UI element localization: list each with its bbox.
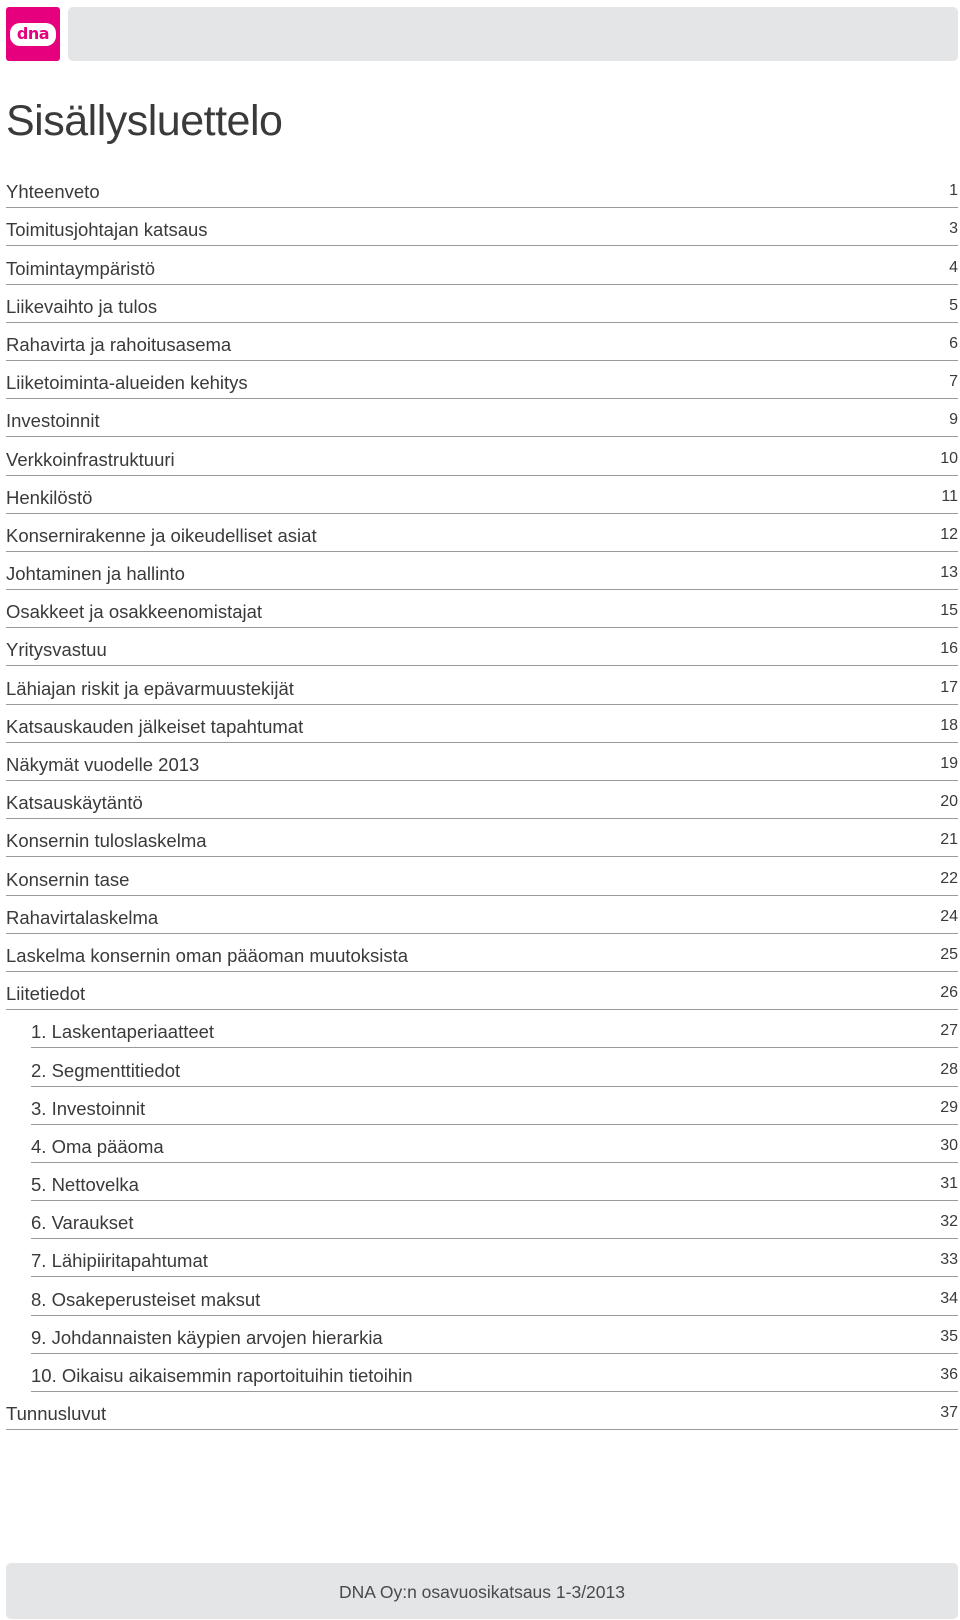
toc-entry-label: Konsernin tase	[6, 868, 130, 890]
logo-text: dna	[16, 24, 50, 43]
toc-entry-label: Toimintaympäristö	[6, 257, 156, 279]
toc-entry-label: Investoinnit	[6, 410, 100, 432]
footer-bar	[6, 1563, 958, 1619]
header-bar	[68, 7, 958, 61]
toc-entry[interactable]	[6, 514, 958, 552]
dna-logo	[6, 7, 60, 61]
toc-entry[interactable]	[6, 628, 958, 666]
toc-entry-page-number: 7	[949, 373, 958, 391]
toc-subentry[interactable]	[31, 1239, 958, 1277]
toc-entry-label: Konsernirakenne ja oikeudelliset asiat	[6, 524, 317, 546]
toc-entry-page-number: 33	[940, 1251, 958, 1269]
toc-entry[interactable]	[6, 1392, 958, 1430]
toc-entry[interactable]	[6, 934, 958, 972]
toc-entry-page-number: 27	[940, 1022, 958, 1040]
toc-entry-label: Näkymät vuodelle 2013	[6, 754, 200, 775]
toc-entry-page-number: 24	[940, 907, 958, 925]
toc-entry[interactable]	[6, 399, 958, 437]
toc-entry-page-number: 32	[940, 1213, 958, 1231]
toc-entry-label: 7. Lähipiiritapahtumat	[31, 1250, 208, 1272]
toc-entry[interactable]	[6, 705, 958, 743]
toc-entry-label: Tunnusluvut	[6, 1403, 107, 1425]
toc-entry-label: Henkilöstö	[6, 486, 93, 508]
toc-entry[interactable]	[6, 437, 958, 475]
toc-entry-label: 10. Oikaisu aikaisemmin raportoituihin tietoihin	[31, 1365, 413, 1386]
toc-subentry[interactable]	[31, 1201, 958, 1239]
toc-entry[interactable]	[6, 590, 958, 628]
toc-entry-page-number: 9	[949, 411, 958, 429]
toc-entry-page-number: 19	[940, 755, 958, 772]
toc-subentry[interactable]	[31, 1163, 958, 1201]
toc-entry-page-number: 20	[940, 793, 958, 811]
toc-entry-label: 9. Johdannaisten käypien arvojen hierarkia	[31, 1326, 383, 1348]
toc-entry-page-number: 6	[949, 334, 958, 352]
logo-plate	[10, 23, 56, 46]
toc-entry-label: Osakkeet ja osakkeenomistajat	[6, 601, 263, 623]
toc-entry[interactable]	[6, 285, 958, 323]
toc-entry-label: 3. Investoinnit	[31, 1097, 146, 1119]
toc-entry-page-number: 34	[940, 1289, 958, 1307]
table-of-contents	[6, 170, 958, 1430]
toc-entry-label: 5. Nettovelka	[31, 1174, 139, 1196]
toc-entry-label: Johtaminen ja hallinto	[6, 563, 185, 585]
toc-entry-page-number: 10	[940, 449, 958, 467]
toc-entry[interactable]	[6, 208, 958, 246]
toc-subentry[interactable]	[31, 1087, 958, 1125]
toc-entry-page-number: 15	[940, 602, 958, 620]
toc-subentry[interactable]	[31, 1354, 958, 1392]
toc-entry[interactable]	[6, 857, 958, 895]
toc-entry[interactable]	[6, 743, 958, 781]
toc-entry-label: Yritysvastuu	[6, 639, 107, 661]
toc-subentry[interactable]	[31, 1010, 958, 1048]
toc-subentry[interactable]	[31, 1048, 958, 1086]
toc-entry[interactable]	[6, 781, 958, 819]
toc-entry[interactable]	[6, 552, 958, 590]
toc-entry-label: Rahavirtalaskelma	[6, 906, 159, 928]
toc-entry[interactable]	[6, 896, 958, 934]
toc-entry-label: Katsauskauden jälkeiset tapahtumat	[6, 715, 304, 737]
toc-entry-label: Liitetiedot	[6, 983, 86, 1005]
toc-entry[interactable]	[6, 666, 958, 704]
toc-entry-page-number: 37	[940, 1404, 958, 1422]
toc-entry[interactable]	[6, 361, 958, 399]
toc-entry-page-number: 18	[940, 716, 958, 734]
toc-entry[interactable]	[6, 476, 958, 514]
page-title: Sisällysluettelo	[6, 97, 283, 145]
toc-entry-label: Liikevaihto ja tulos	[6, 295, 158, 317]
toc-entry-page-number: 1	[949, 182, 958, 200]
toc-entry-page-number: 11	[941, 487, 958, 505]
toc-subentry[interactable]	[31, 1125, 958, 1163]
toc-entry-label: Lähiajan riskit ja epävarmuustekijät	[6, 677, 294, 699]
toc-entry-page-number: 29	[940, 1098, 958, 1116]
toc-entry-page-number: 35	[940, 1327, 958, 1345]
toc-entry-page-number: 36	[940, 1366, 958, 1383]
toc-entry-label: 2. Segmenttitiedot	[31, 1059, 181, 1081]
toc-subentry[interactable]	[31, 1277, 958, 1315]
toc-subentry[interactable]	[31, 1316, 958, 1354]
toc-entry-page-number: 31	[940, 1175, 958, 1193]
toc-entry-page-number: 5	[949, 296, 958, 314]
toc-entry-page-number: 4	[949, 258, 958, 276]
toc-entry-page-number: 16	[940, 640, 958, 658]
toc-entry[interactable]	[6, 170, 958, 208]
toc-entry-label: Konsernin tuloslaskelma	[6, 830, 207, 852]
toc-entry-page-number: 25	[940, 945, 958, 963]
toc-entry-page-number: 17	[940, 678, 958, 696]
toc-entry-label: Toimitusjohtajan katsaus	[6, 219, 208, 241]
toc-entry-page-number: 21	[940, 831, 958, 849]
toc-entry-label: 4. Oma pääoma	[31, 1135, 164, 1157]
toc-entry[interactable]	[6, 323, 958, 361]
toc-entry-page-number: 30	[940, 1136, 958, 1154]
footer-text: DNA Oy:n osavuosikatsaus 1-3/2013	[339, 1581, 625, 1602]
toc-entry-page-number: 22	[940, 869, 958, 887]
toc-entry-label: 6. Varaukset	[31, 1212, 134, 1234]
toc-entry-label: 1. Laskentaperiaatteet	[31, 1021, 215, 1043]
toc-entry-label: Verkkoinfrastruktuuri	[6, 448, 175, 470]
toc-entry-page-number: 3	[949, 220, 958, 238]
toc-entry-label: Yhteenveto	[6, 181, 100, 203]
toc-entry[interactable]	[6, 819, 958, 857]
toc-entry-label: Laskelma konsernin oman pääoman muutoksista	[6, 944, 409, 966]
toc-entry[interactable]	[6, 972, 958, 1010]
toc-entry-label: Liiketoiminta-alueiden kehitys	[6, 372, 248, 394]
toc-entry-label: Rahavirta ja rahoitusasema	[6, 333, 232, 355]
toc-entry-page-number: 26	[940, 984, 958, 1002]
toc-entry-label: Katsauskäytäntö	[6, 792, 143, 814]
toc-entry-label: 8. Osakeperusteiset maksut	[31, 1288, 261, 1310]
toc-entry[interactable]	[6, 246, 958, 284]
toc-entry-page-number: 12	[940, 525, 958, 543]
toc-entry-page-number: 28	[940, 1060, 958, 1078]
toc-entry-page-number: 13	[940, 564, 958, 582]
